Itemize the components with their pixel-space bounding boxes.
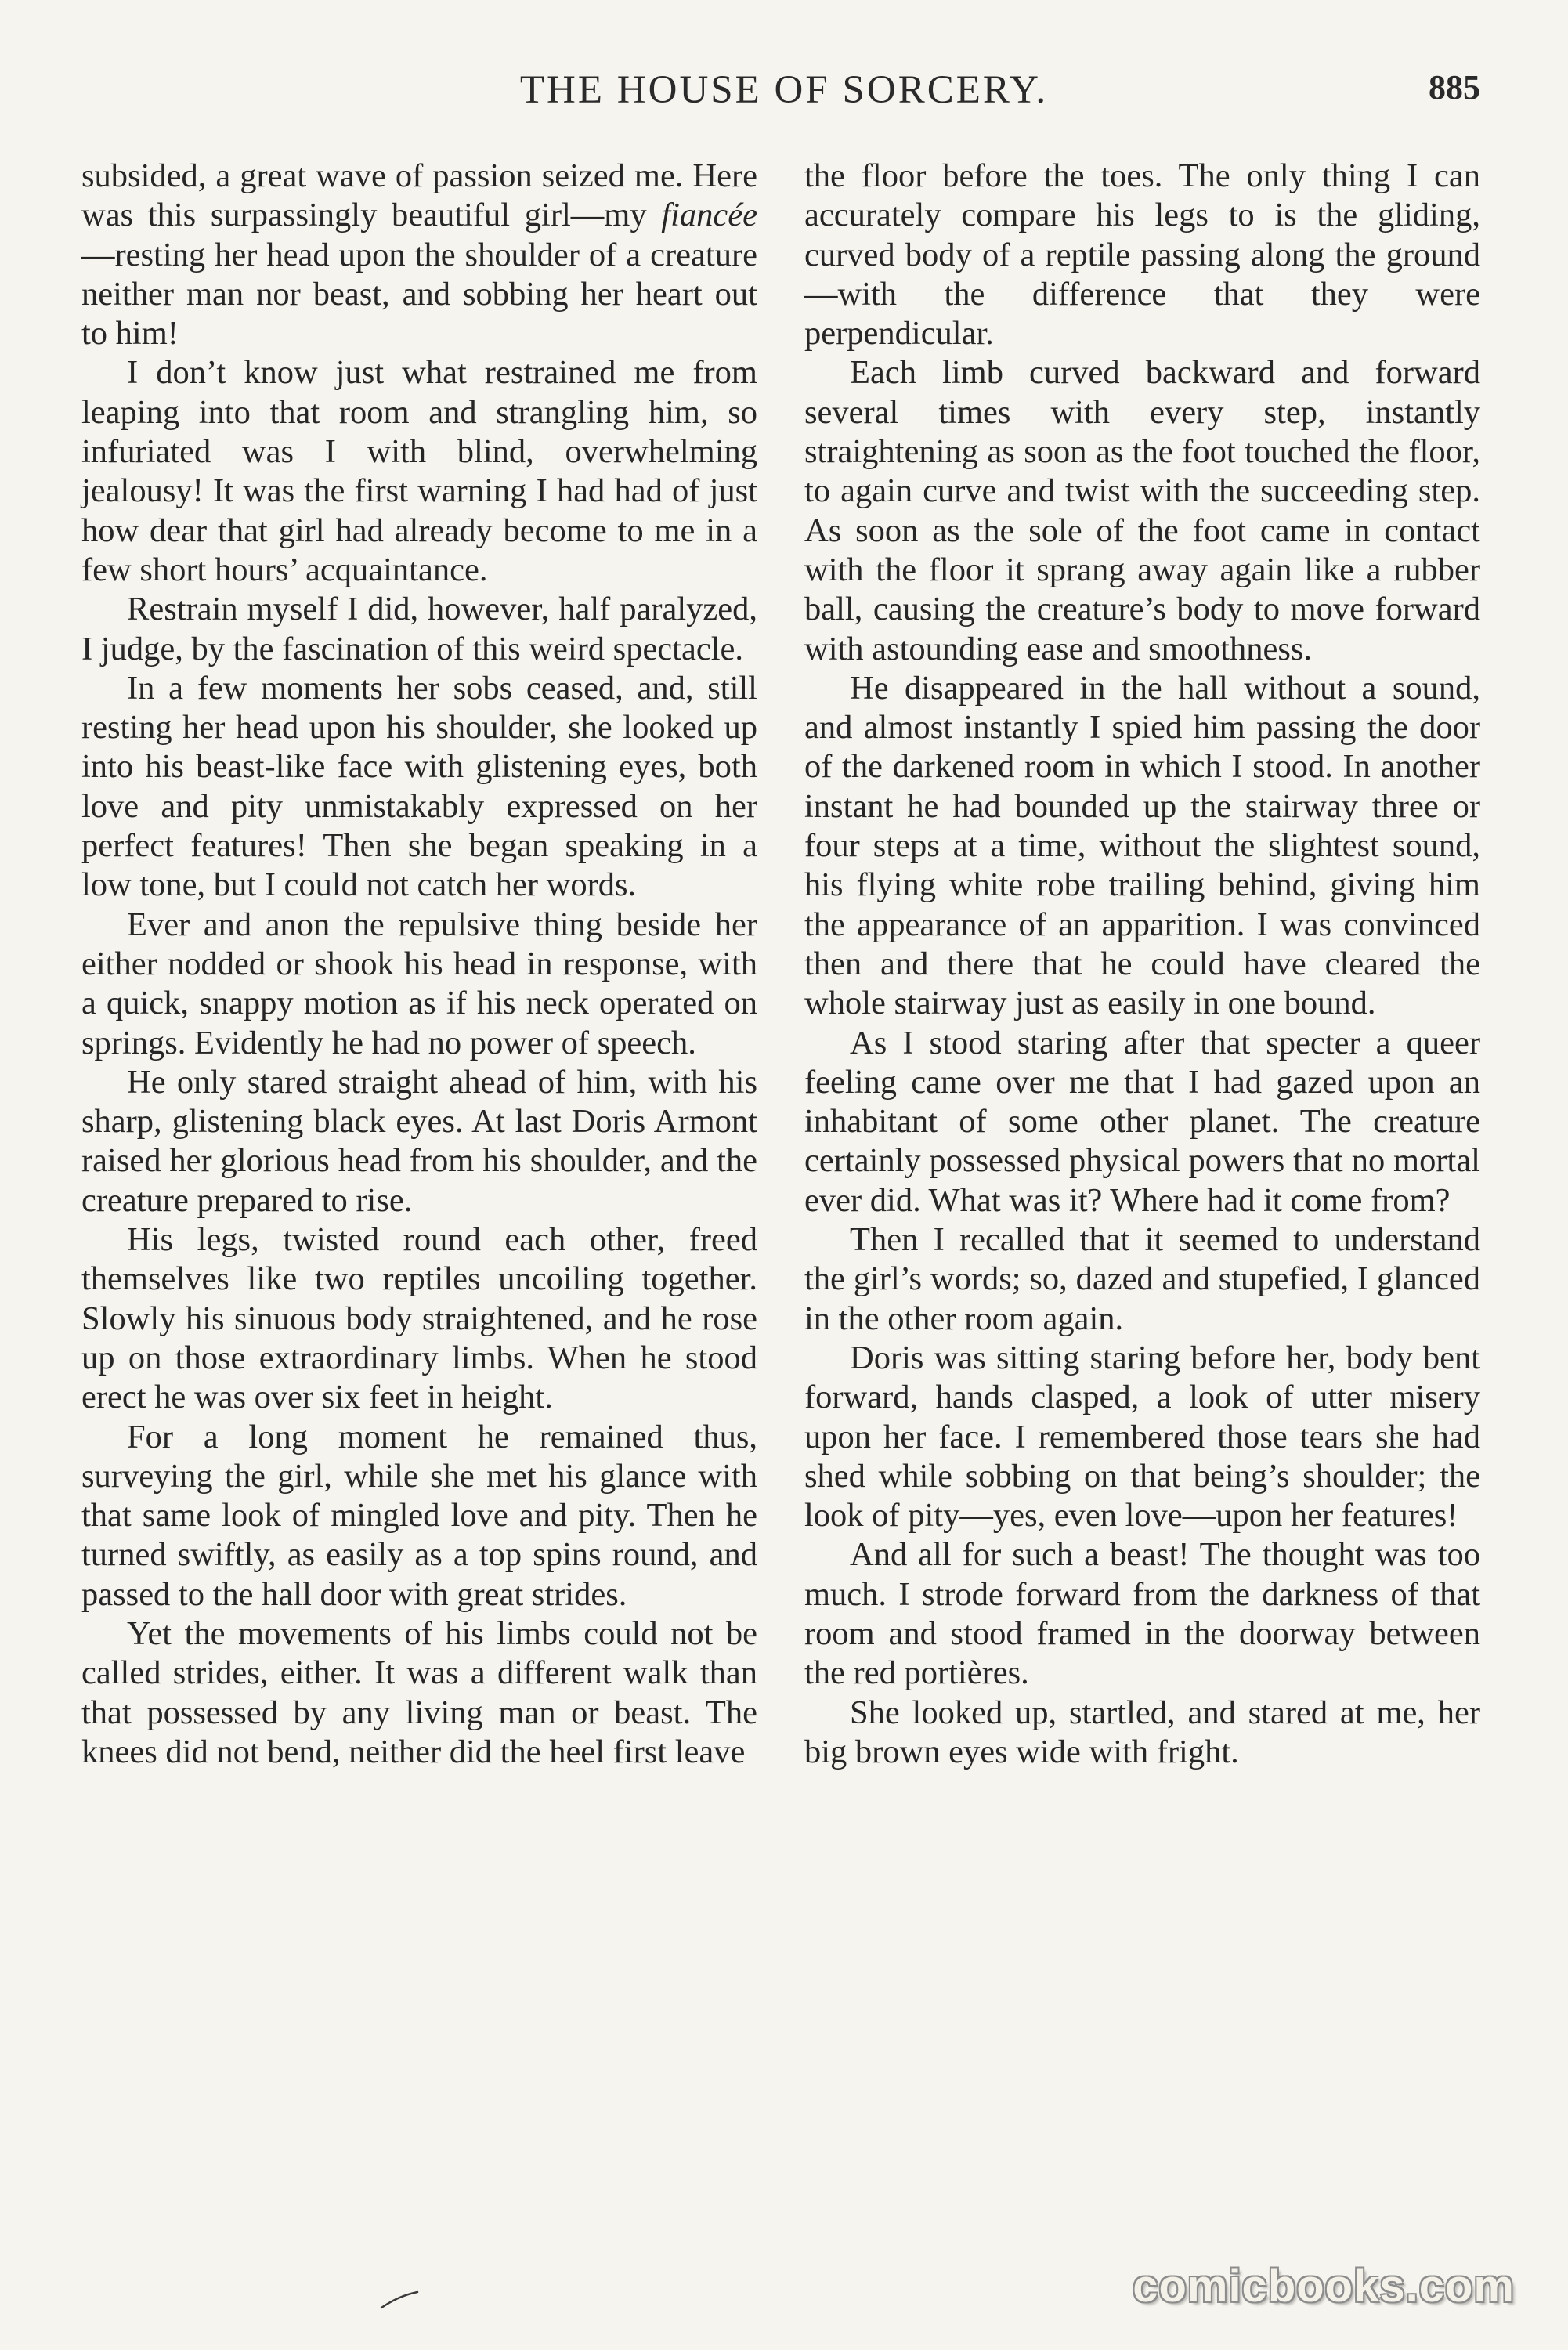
paragraph: the floor before the toes. The only thing I can accurately compare his legs to is the gliding, curved body of a reptile passing along the ground—with the difference that they were perpendicular. — [804, 157, 1480, 352]
paragraph — [81, 157, 757, 353]
paragraph: Restrain myself I did, however, half paralyzed, I judge, by the fascination of this weird spectacle. — [81, 591, 757, 667]
paragraph: For a long moment he remained thus, surveying the girl, while she met his glance with that same look of mingled love and pity. Then he turned swiftly, as easily as a top spins round, and passed to the hall door with great strides. — [81, 1418, 757, 1613]
running-title: THE HOUSE OF SORCERY. — [519, 68, 1049, 112]
ink-mark — [380, 2289, 419, 2309]
paragraph: Yet the movements of his limbs could not be called strides, either. It was a different walk than that possessed by any living man or beast. The knees did not bend, neither did the heel first leave — [81, 1614, 757, 1770]
paragraph: His legs, twisted round each other, freed themselves like two reptiles uncoiling together. Slowly his sinuous body straightened, and he rose up on those extraordinary limbs. When he stood erect he was over six feet in height. — [81, 1221, 757, 1416]
paragraph: He only stared straight ahead of him, with his sharp, glistening black eyes. At last Doris Armont raised her glorious head from his shoulder, and the creature prepared to rise. — [81, 1063, 757, 1219]
paragraph: Ever and anon the repulsive thing beside her either nodded or shook his head in response, with a quick, snappy motion as if his neck operated on springs. Evidently he had no power of speech. — [81, 906, 757, 1061]
paragraph: I don’t know just what restrained me from leaping into that room and strangling him, so infuriated was I with blind, overwhelming jealousy! It was the first warning I had had of just how dear that girl had already become to me in a few short hours’ acquaintance. — [81, 354, 757, 588]
paragraph: She looked up, startled, and stared at me, her big brown eyes wide with fright. — [804, 1694, 1480, 1770]
paragraph: Doris was sitting staring before her, body bent forward, hands clasped, a look of utter misery upon her face. I remembered those tears she had shed while sobbing on that being’s shoulder; the look of pity—yes, even love—upon her features! — [804, 1339, 1480, 1535]
watermark-logo: comicbooks.com — [1133, 2261, 1515, 2312]
page-number: 885 — [1429, 68, 1480, 107]
running-head — [78, 67, 1490, 122]
left-column — [81, 157, 757, 1772]
paragraph-text: subsided, a great wave of passion seized me. Here was this surpassingly beautiful girl—my — [81, 157, 757, 234]
paragraph: He disappeared in the hall without a sound, and almost instantly I spied him passing the door of the darkened room in which I stood. In another instant he had bounded up the stairway three or four steps at a time, without the slightest sound, his flying white robe trailing behind, giving him the appearance of an apparition. I was convinced then and there that he could have cleared the whole stairway just as easily in one bound. — [804, 669, 1480, 1022]
italic-word: fiancée — [661, 197, 757, 234]
paragraph: In a few moments her sobs ceased, and, still resting her head upon his shoulder, she looked up into his beast-like face with glistening eyes, both love and pity unmistakably expressed on her perfect features! Then she began speaking in a low tone, but I could not catch her words. — [81, 669, 757, 904]
paragraph: Then I recalled that it seemed to understand the girl’s words; so, dazed and stupefied, I glanced in the other room again. — [804, 1221, 1480, 1337]
paragraph: Each limb curved backward and forward several times with every step, instantly straightening as soon as the foot touched the floor, to again curve and twist with the succeeding step. As soon as the sole of the foot came in contact with the floor it sprang away again like a rubber ball, causing the creature’s body to move forward with astounding ease and smoothness. — [804, 354, 1480, 667]
right-column — [804, 157, 1480, 1772]
paragraph-text: —resting her head upon the shoulder of a creature neither man nor beast, and sobbing her heart out to him! — [81, 236, 757, 352]
paragraph: As I stood staring after that specter a queer feeling came over me that I had gazed upon an inhabitant of some other planet. The creature certainly possessed physical powers that no mortal ever did. What was it? Where had it come from? — [804, 1024, 1480, 1219]
paragraph: And all for such a beast! The thought was too much. I strode forward from the darkness of that room and stood framed in the doorway between the red portières. — [804, 1536, 1480, 1692]
